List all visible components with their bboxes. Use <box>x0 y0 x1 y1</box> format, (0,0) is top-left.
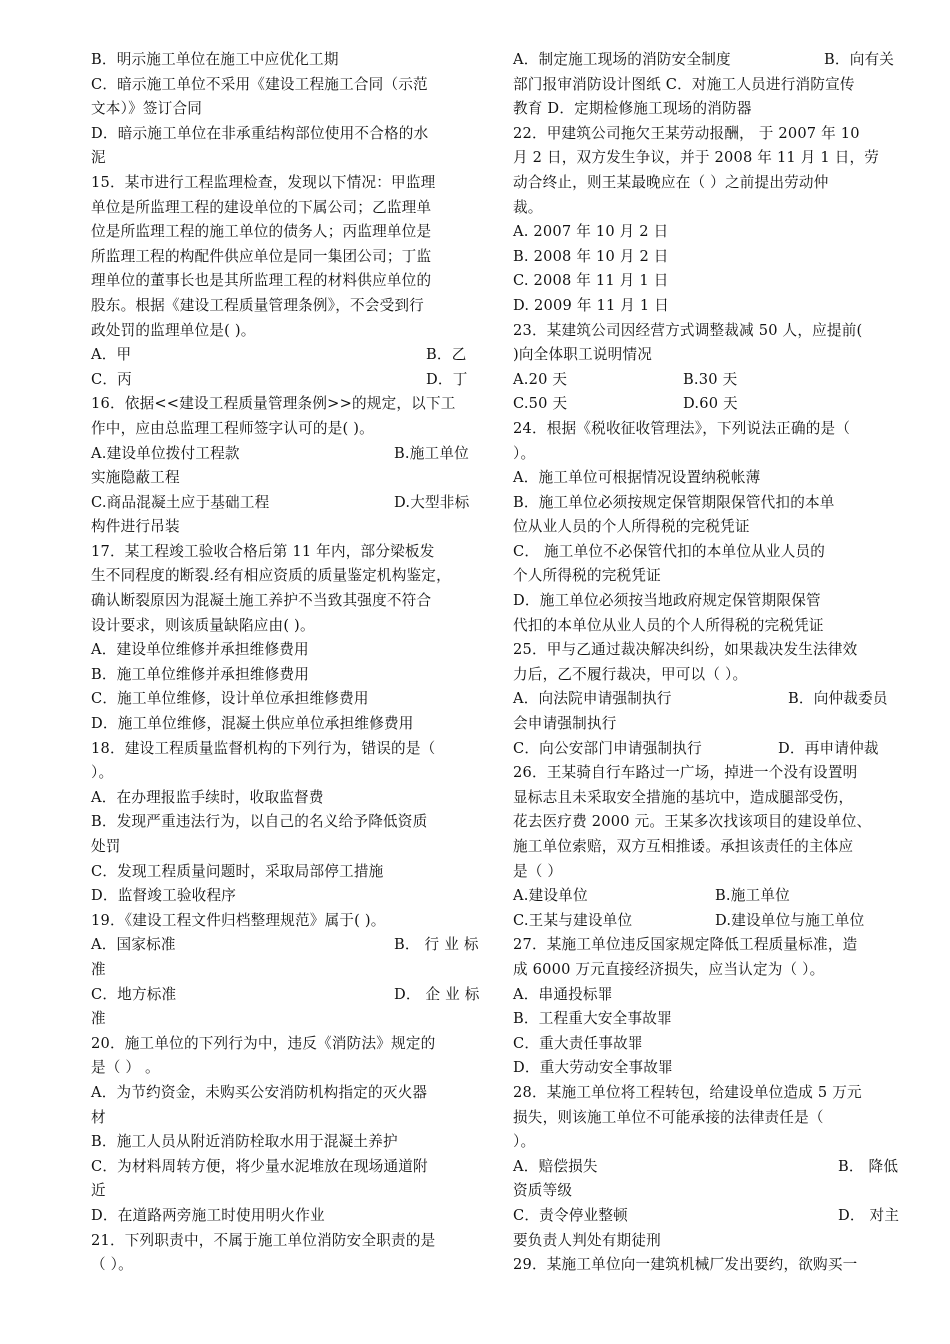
text-line <box>513 368 908 393</box>
text-line <box>513 269 908 294</box>
option-text: D.60 天 <box>683 395 738 413</box>
text-line <box>91 122 486 147</box>
line-text: 个人所得税的完税凭证 <box>513 567 661 585</box>
line-text: A.建设单位 <box>513 887 588 905</box>
line-text: B．工程重大安全事故罪 <box>513 1010 672 1028</box>
text-line <box>91 417 486 442</box>
text-line <box>513 245 908 270</box>
line-text: 准 <box>91 960 106 978</box>
line-text: 16．依据<<建设工程质量管理条例>>的规定，以下工 <box>91 395 456 413</box>
text-line <box>91 1130 486 1155</box>
line-text: B．发现严重违法行为，以自己的名义给予降低资质 <box>91 813 428 831</box>
text-line <box>513 1179 908 1204</box>
text-line <box>91 589 486 614</box>
text-line <box>91 73 486 98</box>
text-line <box>91 1106 486 1131</box>
text-line <box>513 884 908 909</box>
text-line <box>91 1229 486 1254</box>
text-line <box>91 958 486 983</box>
text-line <box>513 491 908 516</box>
line-text: 21．下列职责中，不属于施工单位消防安全职责的是 <box>91 1231 436 1249</box>
text-line <box>91 983 486 1008</box>
text-line <box>91 97 486 122</box>
line-text: 位从业人员的个人所得税的完税凭证 <box>513 518 750 536</box>
line-text: 代扣的本单位从业人员的个人所得税的完税凭证 <box>513 616 824 634</box>
text-line <box>91 245 486 270</box>
line-text: D．监督竣工验收程序 <box>91 887 237 905</box>
line-text: A．串通投标罪 <box>513 985 613 1003</box>
text-line <box>91 540 486 565</box>
text-line <box>91 614 486 639</box>
option-text: B．乙 <box>426 346 467 364</box>
text-line <box>91 1204 486 1229</box>
line-text: A．赔偿损失 <box>513 1157 598 1175</box>
line-text: D．施工单位维修，混凝土供应单位承担维修费用 <box>91 715 414 733</box>
text-line <box>91 269 486 294</box>
text-line <box>513 835 908 860</box>
option-text: D． 企 业 标 <box>394 985 480 1003</box>
text-line <box>513 1155 908 1180</box>
line-text: 17．某工程竣工验收合格后第 11 年内，部分梁板发 <box>91 542 435 560</box>
line-text: C.商品混凝土应于基础工程 <box>91 493 270 511</box>
left-column <box>91 48 486 1278</box>
text-line <box>513 786 908 811</box>
line-text: C．向公安部门申请强制执行 <box>513 739 702 757</box>
line-text: 25．甲与乙通过裁决解决纠纷，如果裁决发生法律效 <box>513 641 858 659</box>
text-line <box>513 589 908 614</box>
text-line <box>513 48 908 73</box>
line-text: C．地方标准 <box>91 985 177 1003</box>
line-text: 文本）》签订合同 <box>91 100 203 118</box>
line-text: 理单位的董事长也是其所监理工程的材料供应单位的 <box>91 272 432 290</box>
line-text: 动合终止，则王某最晚应在（ ）之前提出劳动仲 <box>513 173 829 191</box>
line-text: A.20 天 <box>513 370 568 388</box>
text-line <box>513 515 908 540</box>
text-line <box>91 1081 486 1106</box>
text-line <box>91 196 486 221</box>
text-line <box>513 909 908 934</box>
line-text: A. 2007 年 10 月 2 日 <box>513 223 669 241</box>
line-text: 20．施工单位的下列行为中，违反《消防法》规定的 <box>91 1034 436 1052</box>
text-line <box>513 1229 908 1254</box>
line-text: 部门报审消防设计图纸 C．对施工人员进行消防宣传 <box>513 75 855 93</box>
line-text: 19．《建设工程文件归档整理规范》属于( )。 <box>91 911 386 929</box>
text-line <box>91 712 486 737</box>
line-text: C.50 天 <box>513 395 568 413</box>
line-text: 教育 D．定期检修施工现场的消防器 <box>513 100 752 118</box>
line-text: C. 2008 年 11 月 1 日 <box>513 272 669 290</box>
line-text: C．发现工程质量问题时，采取局部停工措施 <box>91 862 384 880</box>
line-text: B．施工单位维修并承担维修费用 <box>91 665 310 683</box>
text-line <box>513 97 908 122</box>
line-text: D．暗示施工单位在非承重结构部位使用不合格的水 <box>91 124 429 142</box>
text-line <box>513 958 908 983</box>
text-line <box>513 1081 908 1106</box>
line-text: 显标志且未采取安全措施的基坑中，造成腿部受伤， <box>513 788 854 806</box>
line-text: 是（ ） <box>513 862 563 880</box>
line-text: 27．某施工单位违反国家规定降低工程质量标准，造 <box>513 936 858 954</box>
line-text: 22．甲建筑公司拖欠王某劳动报酬， 于 2007 年 10 <box>513 124 860 142</box>
line-text: 确认断裂原因为混凝土施工养护不当致其强度不符合 <box>91 592 432 610</box>
text-line <box>513 1130 908 1155</box>
text-line <box>91 392 486 417</box>
text-line <box>513 687 908 712</box>
text-line <box>91 48 486 73</box>
text-line <box>91 1007 486 1032</box>
text-line <box>513 737 908 762</box>
text-line <box>91 319 486 344</box>
line-text: 实施隐蔽工程 <box>91 469 180 487</box>
text-line <box>91 737 486 762</box>
text-line <box>513 122 908 147</box>
text-line <box>91 687 486 712</box>
line-text: 所监理工程的构配件供应单位是同一集团公司；丁监 <box>91 247 432 265</box>
option-text: B.30 天 <box>683 370 738 388</box>
text-line <box>513 810 908 835</box>
line-text: 会申请强制执行 <box>513 715 617 733</box>
line-text: C．施工单位维修，设计单位承担维修费用 <box>91 690 369 708</box>
line-text: C．重大责任事故罪 <box>513 1034 643 1052</box>
option-text: D.建设单位与施工单位 <box>715 911 865 929</box>
line-text: C．为材料周转方便，将少量水泥堆放在现场通道附 <box>91 1157 428 1175</box>
text-line <box>513 983 908 1008</box>
text-line <box>91 343 486 368</box>
text-line <box>91 663 486 688</box>
text-line <box>513 638 908 663</box>
text-line <box>513 614 908 639</box>
line-text: 政处罚的监理单位是( )。 <box>91 321 256 339</box>
text-line <box>513 564 908 589</box>
text-line <box>91 491 486 516</box>
text-line <box>513 417 908 442</box>
option-text: B．向仲裁委员 <box>788 690 888 708</box>
line-text: 裁。 <box>513 198 543 216</box>
line-text: 构件进行吊装 <box>91 518 180 536</box>
text-line <box>513 1007 908 1032</box>
line-text: 26．王某骑自行车路过一广场，掉进一个没有设置明 <box>513 764 858 782</box>
line-text: B．施工单位必须按规定保管期限保管代扣的本单 <box>513 493 835 511</box>
line-text: 准 <box>91 1010 106 1028</box>
option-text: B． 降低 <box>838 1157 899 1175</box>
line-text: ）。 <box>91 764 114 782</box>
line-text: C．责令停业整顿 <box>513 1206 628 1224</box>
line-text: 股东。根据《建设工程质量管理条例》，不会受到行 <box>91 296 424 314</box>
line-text: 材 <box>91 1108 106 1126</box>
text-line <box>513 220 908 245</box>
text-line <box>513 294 908 319</box>
text-line <box>91 761 486 786</box>
line-text: A．施工单位可根据情况设置纳税帐薄 <box>513 469 761 487</box>
line-text: ）。 <box>513 444 536 462</box>
line-text: A．在办理报监手续时，收取监督费 <box>91 788 324 806</box>
option-text: B．向有关 <box>824 51 895 68</box>
line-text: D．施工单位必须按当地政府规定保管期限保管 <box>513 592 821 610</box>
line-text: 月 2 日，双方发生争议，并于 2008 年 11 月 1 日，劳 <box>513 149 880 167</box>
line-text: A.建设单位拨付工程款 <box>91 444 240 462</box>
line-text: 泥 <box>91 149 106 167</box>
option-text: B． 行 业 标 <box>394 936 479 954</box>
line-text: A．建设单位维修并承担维修费用 <box>91 641 309 659</box>
text-line <box>513 1204 908 1229</box>
text-line <box>513 319 908 344</box>
line-text: A．向法院申请强制执行 <box>513 690 672 708</box>
text-line <box>513 1032 908 1057</box>
line-text: C．丙 <box>91 370 132 388</box>
line-text: 单位是所监理工程的建设单位的下属公司；乙监理单 <box>91 198 432 216</box>
line-text: 施工单位索赔，双方互相推诿。承担该责任的主体应 <box>513 838 854 855</box>
option-text: D． 对主 <box>838 1206 900 1224</box>
text-line <box>513 442 908 467</box>
line-text: D．在道路两旁施工时使用明火作业 <box>91 1206 325 1224</box>
text-line <box>91 909 486 934</box>
line-text: B. 2008 年 10 月 2 日 <box>513 247 669 265</box>
text-line <box>91 1056 486 1081</box>
line-text: 是（ ） 。 <box>91 1059 160 1077</box>
line-text: C.王某与建设单位 <box>513 911 633 929</box>
line-text: 力后，乙不履行裁决，甲可以（ ）。 <box>513 665 748 683</box>
text-line <box>513 343 908 368</box>
text-line <box>91 1253 486 1278</box>
line-text: 24．根据《税收征收管理法》，下列说法正确的是（ <box>513 419 851 437</box>
text-line <box>91 786 486 811</box>
line-text: 资质等级 <box>513 1182 573 1200</box>
line-text: 15．某市进行工程监理检查，发现以下情况：甲监理 <box>91 173 436 191</box>
text-line <box>91 171 486 196</box>
text-line <box>91 220 486 245</box>
line-text: A．为节约资金，未购买公安消防机构指定的灭火器 <box>91 1083 428 1101</box>
text-line <box>513 73 908 98</box>
right-column <box>513 48 908 1278</box>
text-line <box>91 638 486 663</box>
text-line <box>91 860 486 885</box>
line-text: 损失，则该施工单位不可能承接的法律责任是（ <box>513 1108 824 1126</box>
text-line <box>513 171 908 196</box>
option-text: B.施工单位 <box>394 444 469 462</box>
text-line <box>513 540 908 565</box>
text-line <box>91 933 486 958</box>
text-line <box>91 1179 486 1204</box>
text-line <box>91 368 486 393</box>
text-line <box>513 761 908 786</box>
text-line <box>91 442 486 467</box>
option-text: D.大型非标 <box>394 493 470 511</box>
line-text: )向全体职工说明情况 <box>513 346 653 364</box>
line-text: A．甲 <box>91 346 132 364</box>
line-text: 花去医疗费 2000 元。王某多次找该项目的建设单位、 <box>513 813 872 831</box>
line-text: C．暗示施工单位不采用《建设工程施工合同（示范 <box>91 75 428 93</box>
line-text: 18．建设工程质量监督机构的下列行为，错误的是（ <box>91 739 436 757</box>
text-line <box>513 466 908 491</box>
option-text: D．再申请仲裁 <box>778 739 879 757</box>
line-text: B．施工人员从附近消防栓取水用于混凝土养护 <box>91 1133 398 1151</box>
text-line <box>91 564 486 589</box>
line-text: A．国家标准 <box>91 936 176 954</box>
text-line <box>513 392 908 417</box>
text-line <box>91 884 486 909</box>
line-text: 23．某建筑公司因经营方式调整裁减 50 人，应提前( <box>513 321 863 339</box>
line-text: D．重大劳动安全事故罪 <box>513 1059 673 1077</box>
line-text: 28．某施工单位将工程转包，给建设单位造成 5 万元 <box>513 1083 862 1101</box>
line-text: 近 <box>91 1182 106 1200</box>
line-text: C． 施工单位不必保管代扣的本单位从业人员的 <box>513 542 826 560</box>
text-line <box>513 1253 908 1278</box>
line-text: （ ）。 <box>91 1256 133 1274</box>
option-text: B.施工单位 <box>715 887 790 905</box>
text-line <box>91 146 486 171</box>
text-line <box>91 1155 486 1180</box>
text-line <box>91 466 486 491</box>
text-line <box>513 712 908 737</box>
text-line <box>513 146 908 171</box>
line-text: ）。 <box>513 1133 536 1151</box>
option-text: D．丁 <box>426 370 468 388</box>
line-text: A．制定施工现场的消防安全制度 <box>513 51 731 68</box>
text-line <box>91 515 486 540</box>
line-text: 生不同程度的断裂.经有相应资质的质量鉴定机构鉴定， <box>91 567 451 585</box>
line-text: 要负责人判处有期徒刑 <box>513 1231 661 1249</box>
line-text: 设计要求，则该质量缺陷应由( )。 <box>91 616 315 634</box>
text-line <box>91 294 486 319</box>
line-text: D. 2009 年 11 月 1 日 <box>513 296 670 314</box>
text-line <box>513 933 908 958</box>
line-text: 作中，应由总监理工程师签字认可的是( )。 <box>91 419 374 437</box>
text-line <box>91 1032 486 1057</box>
text-line <box>513 663 908 688</box>
text-line <box>513 1056 908 1081</box>
text-line <box>91 810 486 835</box>
text-line <box>91 835 486 860</box>
line-text: 29．某施工单位向一建筑机械厂发出要约，欲购买一 <box>513 1256 858 1274</box>
line-text: B．明示施工单位在施工中应优化工期 <box>91 51 339 68</box>
text-line <box>513 860 908 885</box>
line-text: 处罚 <box>91 838 121 855</box>
text-line <box>513 196 908 221</box>
line-text: 成 6000 万元直接经济损失，应当认定为（ ）。 <box>513 960 825 978</box>
line-text: 位是所监理工程的施工单位的债务人；丙监理单位是 <box>91 223 432 241</box>
text-line <box>513 1106 908 1131</box>
